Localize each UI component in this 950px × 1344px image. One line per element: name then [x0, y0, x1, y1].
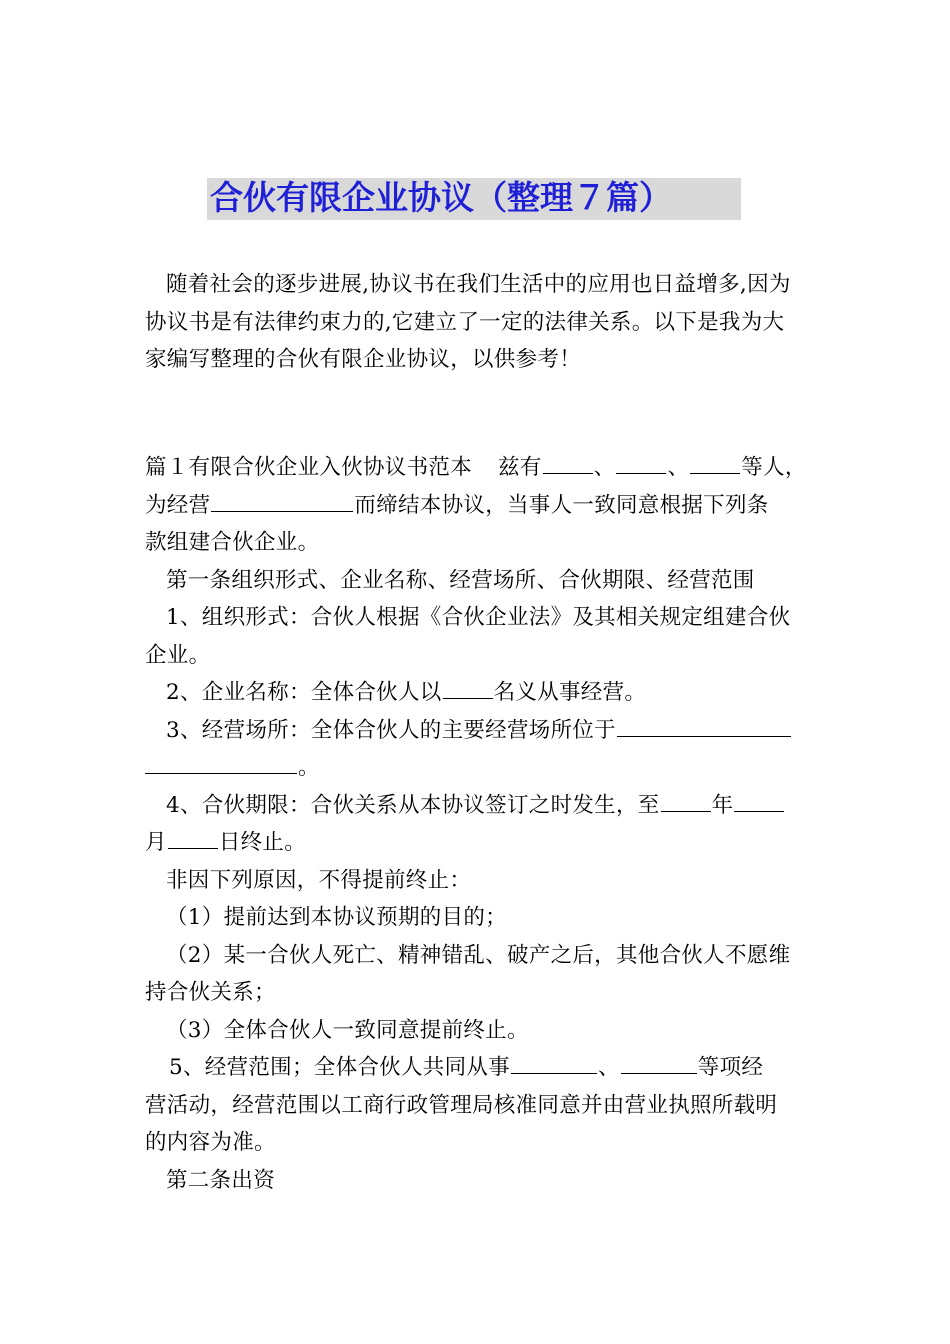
fill-blank	[443, 677, 493, 700]
fill-blank	[616, 452, 666, 475]
agreement-body	[145, 449, 810, 1199]
body-line: 款组建合伙企业。	[145, 530, 320, 555]
article-heading: 第二条出资	[166, 1167, 276, 1193]
body-text: 3、经营场所：全体合伙人的主要经营场所位于	[166, 717, 616, 743]
body-text: 2、企业名称：全体合伙人以	[166, 680, 442, 705]
body-line	[145, 712, 810, 750]
section-heading: 篇１有限合伙企业入伙协议书范本	[145, 455, 473, 480]
body-line	[145, 674, 810, 712]
body-line: 企业。	[145, 642, 211, 668]
body-line	[145, 487, 810, 525]
body-line	[145, 449, 810, 487]
body-text: 为经营	[145, 492, 211, 518]
body-text: 、	[597, 1055, 620, 1080]
fill-blank	[511, 1052, 597, 1075]
body-text: 月	[145, 830, 167, 855]
body-text: 4、合伙期限：合伙关系从本协议签订之时发生，至	[166, 792, 660, 818]
body-text: 兹有	[498, 455, 542, 480]
fill-blank	[211, 489, 353, 512]
intro-line: 协议书是有法律约束力的,它建立了一定的法律关系。以下是我为大	[145, 309, 785, 335]
body-line	[145, 749, 810, 787]
body-line: 非因下列原因，不得提前终止：	[166, 867, 472, 893]
body-line: （3）全体合伙人一致同意提前终止。	[166, 1017, 529, 1043]
body-line: 营活动，经营范围以工商行政管理局核准同意并由营业执照所载明	[145, 1092, 778, 1118]
fill-blank	[617, 714, 791, 737]
body-text: 名义从事经营。	[493, 680, 647, 705]
body-text: 年	[711, 792, 734, 818]
intro-line: 家编写整理的合伙有限企业协议，以供参考！	[145, 347, 582, 372]
body-text: 。	[298, 755, 320, 780]
body-line: （1）提前达到本协议预期的目的；	[166, 905, 507, 930]
body-line: 持合伙关系；	[145, 980, 276, 1005]
fill-blank	[734, 789, 784, 812]
fill-blank	[145, 752, 297, 775]
body-line	[145, 1049, 810, 1087]
fill-blank	[690, 452, 740, 475]
body-text: 5、经营范围；全体合伙人共同从事	[169, 1055, 510, 1080]
intro-paragraph	[145, 266, 810, 379]
body-line: 的内容为准。	[145, 1130, 276, 1155]
body-line	[145, 824, 810, 862]
fill-blank	[168, 827, 218, 850]
body-line: （2）某一合伙人死亡、精神错乱、破产之后，其他合伙人不愿维	[166, 942, 791, 968]
body-text: 等项经	[697, 1055, 764, 1080]
intro-line: 随着社会的逐步进展,协议书在我们生活中的应用也日益增多,因为	[166, 272, 791, 297]
fill-blank	[661, 789, 711, 812]
body-text: 、	[667, 455, 690, 480]
fill-blank	[543, 452, 593, 475]
body-line	[145, 787, 810, 825]
body-text: 、	[593, 455, 616, 480]
body-text: 日终止。	[218, 830, 307, 855]
fill-blank	[621, 1052, 697, 1075]
document-title: 合伙有限企业协议（整理７篇）	[210, 178, 672, 217]
body-line: 1、组织形式：合伙人根据《合伙企业法》及其相关规定组建合伙	[166, 605, 791, 630]
body-text: 而缔结本协议，当事人一致同意根据下列条	[354, 492, 769, 518]
body-text: 等人，	[741, 455, 807, 480]
article-heading: 第一条组织形式、企业名称、经营场所、合伙期限、经营范围	[166, 567, 755, 593]
